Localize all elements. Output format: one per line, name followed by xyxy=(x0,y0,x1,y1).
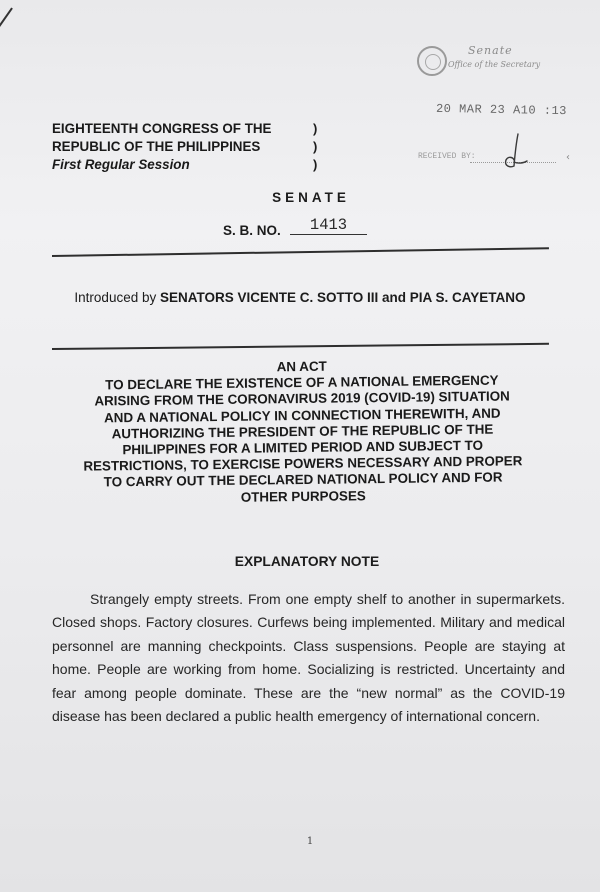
pen-mark xyxy=(0,7,13,31)
act-title-line: TO CARRY OUT THE DECLARED NATIONAL POLICY AND FOR xyxy=(103,469,503,490)
act-title-line: RESTRICTIONS, TO EXERCISE POWERS NECESSARY AND PROPER xyxy=(83,453,523,474)
act-title xyxy=(39,356,566,508)
session-label: First Regular Session xyxy=(52,157,190,172)
stamp-office-name: Senate xyxy=(468,44,513,57)
bill-number-value: 1413 xyxy=(290,216,367,235)
tick-mark: ‹ xyxy=(566,152,570,163)
congress-line-1: EIGHTEENTH CONGRESS OF THE xyxy=(52,121,272,136)
explanatory-note-heading: EXPLANATORY NOTE xyxy=(234,554,380,569)
received-by-label: RECEIVED BY: xyxy=(418,152,476,161)
bill-number-label: S. B. NO. xyxy=(223,223,281,238)
congress-header xyxy=(52,120,271,174)
act-title-line: AN ACT xyxy=(276,358,327,375)
act-title-line: AUTHORIZING THE PRESIDENT OF THE REPUBLIC OF THE xyxy=(111,421,494,442)
act-title-line: AND A NATIONAL POLICY IN CONNECTION THEREWITH, AND xyxy=(103,405,501,426)
act-title-line: PHILIPPINES FOR A LIMITED PERIOD AND SUBJECT TO xyxy=(122,437,484,458)
explanatory-paragraph: Strangely empty streets. From one empty shelf to another in supermarkets. Closed shops. Factory closures. Curfews being implemented. Military and medical personnel are manning checkpoints. Class suspensions. People are staying at home. People are working from home. Socializing is restricted. Uncertainty and fear among people dominate. These are the “new normal” as the COVID-19 disease has been declared a public health emergency of international concern. xyxy=(52,591,565,725)
bracket-3: ) xyxy=(313,157,318,172)
introduced-by xyxy=(60,289,540,307)
bracket-2: ) xyxy=(313,139,318,154)
header-brackets xyxy=(313,120,317,174)
act-title-line: TO DECLARE THE EXISTENCE OF A NATIONAL EMERGENCY xyxy=(105,372,499,393)
signature-icon xyxy=(500,132,528,172)
introduced-prefix: Introduced by xyxy=(74,290,157,305)
bracket-1: ) xyxy=(313,121,318,136)
senate-seal-icon xyxy=(417,46,447,76)
act-title-line: ARISING FROM THE CORONAVIRUS 2019 (COVID-19) SITUATION xyxy=(94,388,510,409)
divider-bottom xyxy=(52,343,549,350)
congress-line-2: REPUBLIC OF THE PHILIPPINES xyxy=(52,139,261,154)
stamp-office-sub: Office of the Secretary xyxy=(448,60,541,69)
explanatory-note-body xyxy=(52,588,565,728)
act-title-line: OTHER PURPOSES xyxy=(240,487,366,505)
divider-top xyxy=(52,247,549,256)
page-number: 1 xyxy=(306,836,314,847)
chamber-title: SENATE xyxy=(272,190,350,205)
received-date-stamp: 20 MAR 23 A10 :13 xyxy=(435,101,568,119)
introduced-senators: SENATORS VICENTE C. SOTTO III and PIA S. CAYETANO xyxy=(160,290,526,305)
